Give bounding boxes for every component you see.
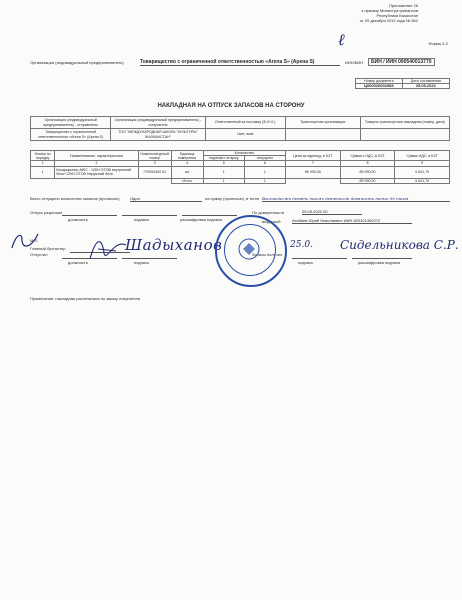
received-sign-line — [292, 258, 347, 259]
col-number: 9 — [395, 161, 450, 166]
note: Примечание: накладная распечатана по заказу покупателя — [30, 296, 141, 301]
col-number: 7 — [285, 161, 340, 166]
parties-header: Организация (индивидуальный предприниматель) - получатель — [111, 117, 206, 129]
table-row — [31, 166, 450, 178]
handwritten-mark: ℓ — [338, 30, 345, 49]
sign-mark-left — [8, 228, 42, 256]
parties-header: Товарно-транспортная накладная (номер, дата) — [360, 117, 449, 129]
parties-table — [30, 116, 450, 141]
items-table — [30, 150, 450, 184]
col-header: Наименование, характеристика — [55, 151, 138, 161]
total-sum: 89 990,00 — [340, 178, 395, 183]
sign-caption: подпись — [134, 217, 150, 222]
col-number: 3 — [138, 161, 171, 166]
iin-label: ИИН/БИН — [345, 60, 364, 65]
allowed-label: Отпуск разрешил — [30, 210, 63, 215]
col-header: Номер по порядку — [31, 151, 55, 161]
col-header: Номенклатурный номер — [138, 151, 171, 161]
col-number: 6 — [244, 161, 285, 166]
signature-icon — [88, 235, 128, 265]
sign-caption: подпись — [134, 260, 150, 265]
doc-num-label: Номер документа — [356, 79, 403, 84]
cell-qty-released: 1 — [244, 166, 285, 178]
col-header: Сумма с НДС, в KZT — [340, 151, 395, 161]
approval-line: Приложение 26 — [388, 3, 418, 8]
org-label: Организация (индивидуальный предприниматель) — [30, 60, 124, 65]
total-vat: 9 641,79 — [395, 178, 450, 183]
total-row — [31, 178, 450, 183]
approval-line: Республики Казахстан — [376, 13, 418, 18]
parties-header: Транспортная организация — [285, 117, 360, 129]
received-decode-line — [352, 258, 412, 259]
company-stamp — [215, 215, 287, 287]
col-number: 4 — [171, 161, 203, 166]
document-title: НАКЛАДНАЯ НА ОТПУСК ЗАПАСОВ НА СТОРОНУ — [157, 103, 305, 109]
role-caption: должность — [68, 217, 88, 222]
amount-label: на сумму (прописью), в тенге — [205, 196, 260, 201]
approval-block — [360, 3, 418, 23]
chief-label: Главный бухгалтер — [30, 246, 66, 251]
allowed-role-line — [62, 215, 117, 216]
col-number: 8 — [340, 161, 395, 166]
col-header: Сумма НДС, в KZT — [395, 151, 450, 161]
proxy-label: По доверенности — [252, 210, 285, 215]
col-number: 2 — [55, 161, 138, 166]
cell-sum: 89 990,00 — [340, 166, 395, 178]
doc-date-label: Дата составления — [402, 79, 449, 84]
mp-label: М.П. — [30, 238, 39, 243]
chief-hand-signature: Шадыханов — [125, 236, 223, 254]
cell-num: 1 — [31, 166, 55, 178]
released-by-label: Отпустил — [30, 252, 48, 257]
doc-box — [355, 78, 450, 89]
received-label: Запасы получил — [252, 252, 283, 257]
org-name: Товарищество с ограниченной ответственностью «Arena S» (Арена S) — [140, 59, 340, 66]
allowed-sign-line — [122, 215, 177, 216]
col-header: Количество — [203, 151, 285, 156]
issued-label: выданной — [262, 219, 281, 224]
cell-vat: 9 641,79 — [395, 166, 450, 178]
released-value: Один — [130, 196, 202, 202]
cell-price: 89 990,00 — [285, 166, 340, 178]
hand-initials: 25.0. — [290, 240, 313, 250]
parties-value — [285, 129, 360, 141]
role-caption: должность — [68, 260, 88, 265]
total-qty-released: 1 — [244, 178, 285, 183]
doc-date: 25.05.2022 — [402, 84, 449, 89]
col-header: Цена за единицу, в KZT — [285, 151, 340, 161]
proxy-date: 25.05.2022 00 — [302, 209, 362, 215]
parties-value: Товарищество с ограниченной ответственностью «Arena S» (Арена S) — [31, 129, 111, 141]
col-header: подлежит отпуску — [203, 156, 244, 161]
col-header: Единица измерения — [171, 151, 203, 161]
sign-caption: подпись — [298, 260, 314, 265]
form-number: Форма З-2 — [428, 41, 448, 46]
approval-line: от 20 декабря 2012 года № 562 — [359, 18, 418, 23]
parties-header: Ответственный за поставку (Ф.И.О.) — [205, 117, 285, 129]
total-qty-issue: 1 — [203, 178, 244, 183]
parties-value: ТОО "МЕЖДУНАРОДНАЯ ШКОЛА "КУЛЬТУРЫ" ЖАЗКАНСТАН" — [111, 129, 206, 141]
cell-code: 770053400 81 — [138, 166, 171, 178]
total-label: Итого — [171, 178, 203, 183]
cell-unit: шт — [171, 166, 203, 178]
cell-qty-issue: 1 — [203, 166, 244, 178]
doc-num: Ц000020002985 — [356, 84, 403, 89]
released-decode-line — [122, 258, 177, 259]
parties-value: User, arab — [205, 129, 285, 141]
released-label: Всего отпущено количество запасов (прописью) — [30, 196, 120, 201]
parties-header: Организация (индивидуальный предприниматель) - отправитель — [31, 117, 111, 129]
parties-value — [360, 129, 449, 141]
cell-name: Кондиционер AWC - 12KH-STOB внутренний блок+12KH-STOB Наружный блок — [55, 166, 138, 178]
decode-caption: расшифровка подписи — [358, 260, 401, 265]
decode-caption: расшифровка подписи — [180, 217, 223, 222]
iin-value: БИН / ИИН 090540013770 — [368, 58, 435, 66]
amount-value: Восемьдесят девять тысяч девятьсот девяносто тенге 00 тиын — [262, 196, 450, 202]
col-header: отпущено — [244, 156, 285, 161]
issued-value: Атабаев Юрий Николаевич ИИН 820301300272 — [292, 218, 412, 224]
col-number: 5 — [203, 161, 244, 166]
approval-line: к приказу Министра финансов — [361, 8, 418, 13]
receiver-hand-signature: Сидельникова С.Р. — [340, 238, 459, 252]
col-number: 1 — [31, 161, 55, 166]
